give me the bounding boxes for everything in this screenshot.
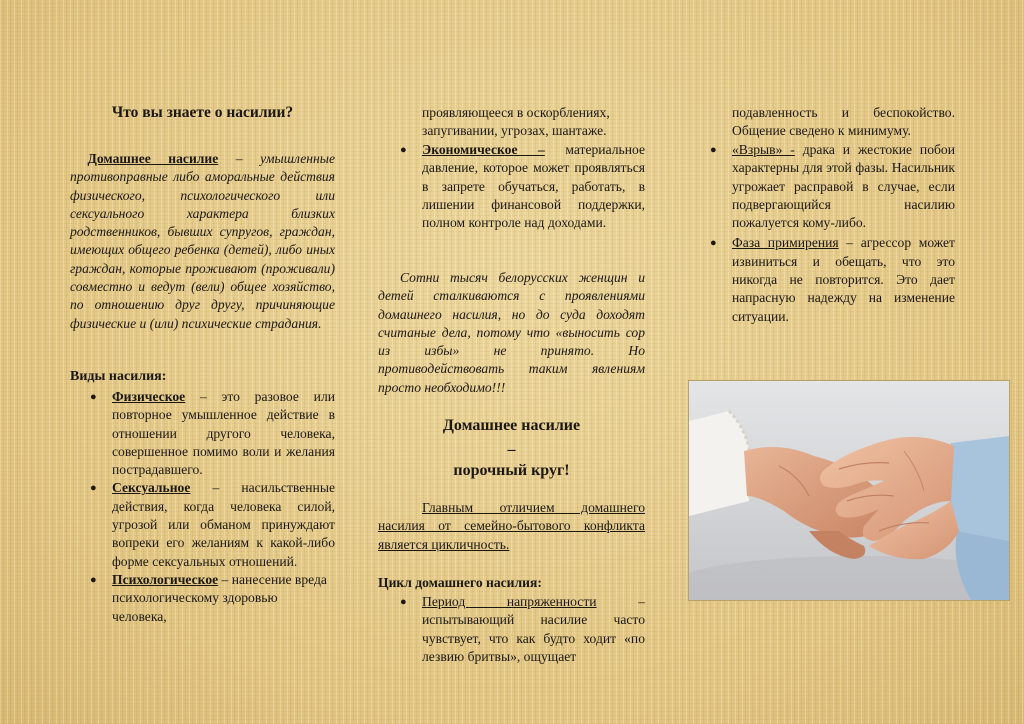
cycle-list bbox=[400, 593, 645, 666]
phase-term: «Взрыв» - bbox=[732, 142, 795, 157]
type-text: – это разовое или повторное умышленное действие в отношении другого человека, совершенное помимо воли и желания пострадавшего. bbox=[112, 389, 335, 478]
list-item bbox=[400, 141, 645, 232]
cycle-heading: Цикл домашнего насилия: bbox=[378, 575, 542, 590]
heading-dash: – bbox=[507, 441, 516, 458]
bullet-icon: ● bbox=[400, 596, 407, 608]
hands-photo bbox=[688, 380, 1010, 601]
bullet-icon: ● bbox=[90, 573, 97, 586]
list-item bbox=[400, 593, 645, 666]
bullet-icon: ● bbox=[710, 237, 717, 250]
type-text: – насильственные действия, когда человека силой, угрозой или обманом принуждают вопреки его желаниям к какой-либо форме сексуальных отношений. bbox=[112, 480, 335, 569]
hands-illustration bbox=[689, 381, 1009, 600]
phase-text: – испытывающий насилие часто чувствует, что как будто ходит «по лезвию бритвы», ощущает bbox=[422, 594, 645, 664]
type-text: материальное давление, которое может проявляться в запрете обучаться, работать, в лишении финансовой поддержки, полном контроле над доходами. bbox=[422, 142, 645, 231]
list-item bbox=[90, 388, 335, 479]
list-item bbox=[710, 234, 955, 325]
bullet-icon: ● bbox=[90, 391, 97, 403]
type-term: Физическое bbox=[112, 389, 186, 404]
types-heading: Виды насилия: bbox=[70, 369, 167, 384]
phase-text: – агрессор может извиниться и обещать, что это никогда не повторится. Это дает напрасную надежду на изменение ситуации. bbox=[732, 235, 955, 324]
list-item bbox=[90, 571, 335, 626]
heading-line: Домашнее насилие bbox=[442, 417, 581, 434]
bullet-icon: ● bbox=[710, 144, 717, 156]
definition-term: Домашнее насилие bbox=[87, 151, 219, 166]
definition-text: – умышленные противоправные либо аморальные действия физического, психологического или сексуального характера близких родственников, бывших супругов, граждан, имеющих общего ребенка (детей), либо иных граждан, которые проживают (проживали) совместно и ведут (вели) общее хозяйство, по отношению друг другу, причиняющие физические и (или) психические страдания. bbox=[70, 151, 335, 331]
section-title: Что вы знаете о насилии? bbox=[111, 104, 294, 121]
continued-text: подавленность и беспокойство. Общение сведено к минимуму. bbox=[732, 105, 955, 139]
cycle-list-cont bbox=[710, 141, 955, 326]
type-term: Сексуальное bbox=[112, 480, 191, 496]
type-text: – нанесение вреда психологическому здоровью человека, bbox=[112, 571, 327, 624]
awareness-paragraph: Сотни тысяч белорусских женщин и детей сталкиваются с проявлениями домашнего насилия, но до суда доходят считаные дела, потому что «выносить сор из избы» не принято. Но противодействовать таким явлениям просто необходимо!!! bbox=[378, 270, 645, 395]
cycle-definition: Главным отличием домашнего насилия от семейно-бытового конфликта является цикличность. bbox=[378, 500, 645, 552]
violence-types-list bbox=[90, 388, 335, 626]
list-item bbox=[710, 141, 955, 232]
definition-paragraph bbox=[70, 150, 335, 333]
bullet-icon: ● bbox=[400, 144, 407, 156]
type-term: Экономическое – bbox=[422, 142, 545, 157]
phase-text: драка и жестокие побои характерны для этой фазы. Насильник угрожает расправой в случае, если подвергающийся насилию пожалуется кому-либо. bbox=[732, 142, 955, 231]
phase-term: Фаза примирения bbox=[732, 235, 839, 251]
phase-term: Период напряженности bbox=[422, 594, 597, 609]
type-term: Психологическое bbox=[112, 571, 219, 587]
continued-text: проявляющееся в оскорблениях, запугивании, угрозах, шантаже. bbox=[422, 105, 610, 139]
economic-list bbox=[400, 141, 645, 232]
heading-line: порочный круг! bbox=[453, 462, 570, 479]
bullet-icon: ● bbox=[90, 482, 97, 495]
list-item bbox=[90, 479, 335, 570]
